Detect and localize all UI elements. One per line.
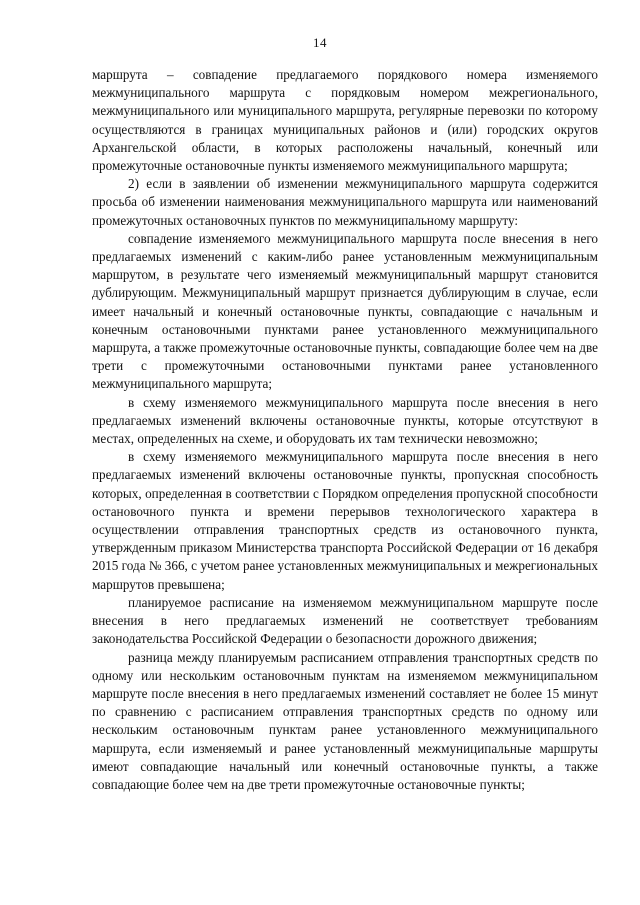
- document-body: [92, 66, 598, 794]
- paragraph: совпадение изменяемого межмуниципального маршрута после внесения в него предлагаемых изменений с каким-либо ранее установленным межмуниципальным маршрутом, в результате чего изменяемый межмуниципальный маршрут становится дублирующим. Межмуниципальный маршрут признается дублирующим в случае, если имеет начальный и конечный остановочные пункты, совпадающие с начальным и конечным остановочными пунктами ранее установленного межмуниципального маршрута, а также промежуточные остановочные пункты, совпадающие более чем на две трети с промежуточными остановочными пунктами ранее установленного межмуниципального маршрута;: [92, 230, 598, 392]
- paragraph: разница между планируемым расписанием отправления транспортных средств по одному или нескольким остановочным пунктам на изменяемом межмуниципальном маршруте после внесения в него предлагаемых изменений составляет не более 15 минут по сравнению с расписанием отправления транспортных средств по одному или нескольким остановочным пунктам ранее установленного межмуниципального маршрута, если изменяемый и ранее установленный межмуниципальные маршруты имеют совпадающие начальный или конечный остановочные пункты, а также совпадающие более чем на две трети промежуточные остановочные пункты;: [92, 649, 598, 792]
- paragraph: 2) если в заявлении об изменении межмуниципального маршрута содержится просьба об изменении наименования межмуниципального маршрута или наименований промежуточных остановочных пунктов по межмуниципальному маршруту:: [92, 176, 598, 228]
- paragraph: планируемое расписание на изменяемом межмуниципальном маршруте после внесения в него предлагаемых изменений не соответствует требованиям законодательства Российской Федерации о безопасности дорожного движения;: [92, 594, 598, 647]
- page-number: 14: [313, 35, 327, 50]
- paragraph: в схему изменяемого межмуниципального маршрута после внесения в него предлагаемых изменений включены остановочные пункты, которые отсутствуют в местах, определенных на схеме, и оборудовать их там технически невозможно;: [92, 394, 598, 447]
- paragraph: маршрута – совпадение предлагаемого порядкового номера изменяемого межмуниципального маршрута с порядковым номером межрегионального, межмуниципального или муниципального маршрута, регулярные перевозки по которому осуществляются в границах муниципальных районов и (или) городских округов Архангельской области, в которых расположены начальный, конечный или промежуточные остановочные пункты изменяемого межмуниципального маршрута;: [92, 67, 598, 174]
- paragraph: в схему изменяемого межмуниципального маршрута после внесения в него предлагаемых изменений включены остановочные пункты, пропускная способность которых, определенная в соответствии с Порядком определения пропускной способности остановочного пункта и времени перерывов технологического характера в осуществлении отправления транспортных средств из остановочного пункта, утвержденным приказом Министерства транспорта Российской Федерации от 16 декабря 2015 года № 366, с учетом ранее установленных межмуниципальных и межрегиональных маршрутов превышена;: [92, 449, 598, 592]
